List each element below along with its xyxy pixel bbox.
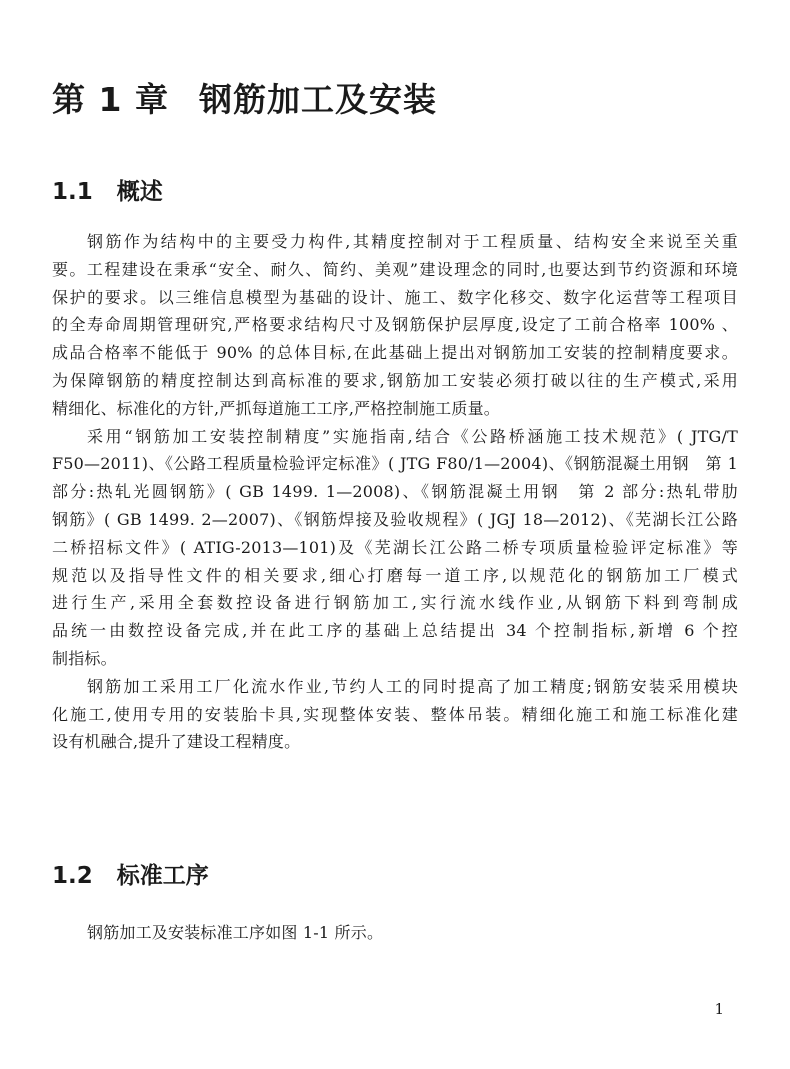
section-number: 1.1: [52, 179, 93, 205]
section-heading-1-1: [52, 173, 163, 206]
text-line: 制指标。: [52, 648, 117, 668]
text-line: F50—2011)、《公路工程质量检验评定标准》( JTG F80/1—2004)、《钢筋混凝土用钢 第 1: [52, 454, 738, 474]
text-line: 成品合格率不能低于 90% 的总体目标,在此基础上提出对钢筋加工安装的控制精度要求。: [52, 343, 738, 363]
section-number: 1.2: [52, 863, 93, 889]
section-title: 概述: [116, 179, 163, 205]
text-line: 为保障钢筋的精度控制达到高标准的要求,钢筋加工安装必须打破以往的生产模式,采用: [52, 370, 738, 390]
text-line: 保护的要求。以三维信息模型为基础的设计、施工、数字化移交、数字化运营等工程项目: [52, 287, 738, 307]
text-line: 设有机融合,提升了建设工程精度。: [52, 732, 301, 752]
chapter-title: [52, 74, 437, 121]
text-line: 化施工,使用专用的安装胎卡具,实现整体安装、整体吊装。精细化施工和施工标准化建: [52, 704, 738, 724]
chapter-name: 钢筋加工及安装: [198, 80, 437, 119]
section-1-1-body: [52, 228, 738, 756]
text-line: 钢筋加工及安装标准工序如图 1-1 所示。: [87, 923, 384, 942]
text-line: 二桥招标文件》( ATIG-2013—101)及《芜湖长江公路二桥专项质量检验评定标准》等: [52, 537, 738, 557]
section-heading-1-2: [52, 857, 209, 890]
text-line: 采用“钢筋加工安装控制精度”实施指南,结合《公路桥涵施工技术规范》( JTG/T: [87, 426, 738, 446]
text-line: 规范以及指导性文件的相关要求,细心打磨每一道工序,以规范化的钢筋加工厂模式: [52, 565, 738, 585]
text-line: 进行生产,采用全套数控设备进行钢筋加工,实行流水线作业,从钢筋下料到弯制成: [52, 593, 738, 613]
text-line: 的全寿命周期管理研究,严格要求结构尺寸及钢筋保护层厚度,设定了工前合格率 100% 、: [52, 315, 738, 335]
text-line: 钢筋》( GB 1499. 2—2007)、《钢筋焊接及验收规程》( JGJ 18—2012)、《芜湖长江公路: [52, 509, 738, 529]
text-line: 品统一由数控设备完成,并在此工序的基础上总结提出 34 个控制指标,新增 6 个控: [52, 621, 738, 641]
page-number: 1: [714, 1000, 724, 1018]
text-line: 钢筋作为结构中的主要受力构件,其精度控制对于工程质量、结构安全来说至关重: [87, 232, 738, 251]
text-line: 精细化、标准化的方针,严抓每道施工工序,严格控制施工质量。: [52, 398, 500, 418]
text-line: 部分:热轧光圆钢筋》( GB 1499. 1—2008)、《钢筋混凝土用钢 第 2 部分:热轧带肋: [52, 482, 738, 502]
section-1-2-body: [52, 919, 738, 947]
section-title: 标准工序: [116, 863, 209, 889]
chapter-number: 第 1 章: [52, 80, 169, 119]
text-line: 要。工程建设在秉承“安全、耐久、简约、美观”建设理念的同时,也要达到节约资源和环境: [52, 259, 738, 279]
text-line: 钢筋加工采用工厂化流水作业,节约人工的同时提高了加工精度;钢筋安装采用模块: [87, 676, 738, 696]
